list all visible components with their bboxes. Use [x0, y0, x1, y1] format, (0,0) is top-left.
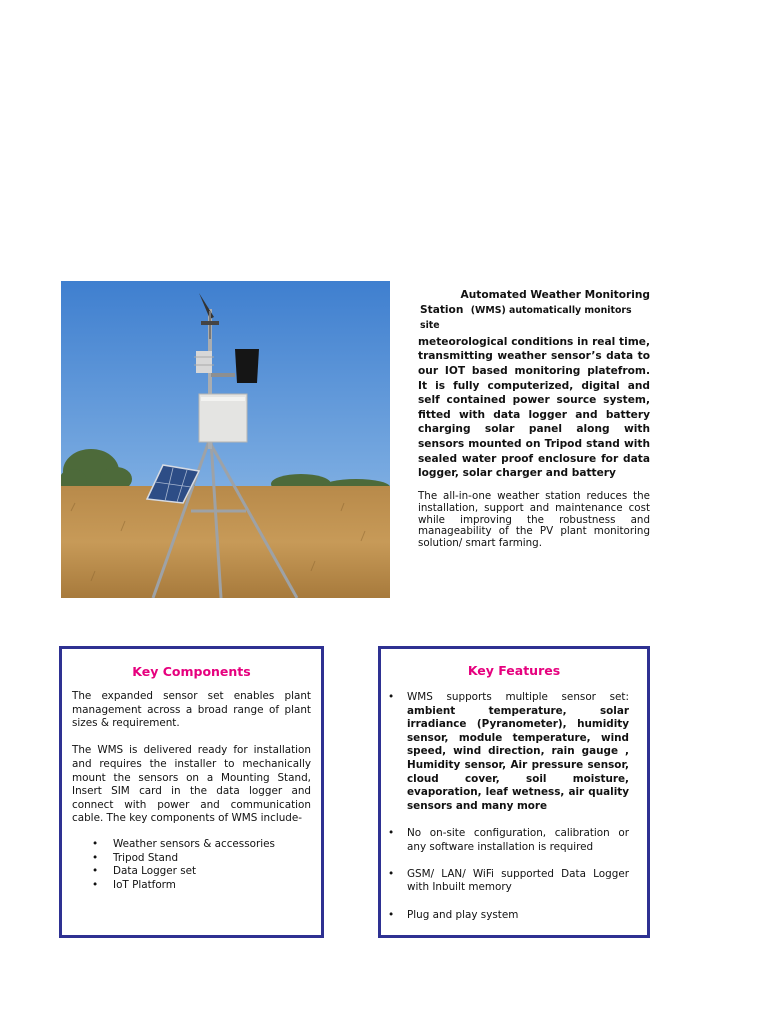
feature-1-sensors: ambient temperature, solar irradiance (Pyranometer), humidity sensor, module temperature, wind speed, wind direction, rain gauge , Humidity sensor, Air pressure sensor, cloud cover, soil moisture, evaporation, leaf wetness, air quality sensors and many more — [407, 704, 629, 812]
list-item: • Plug and play system — [381, 909, 647, 923]
list-item: • GSM/ LAN/ WiFi supported Data Logger with Inbuilt memory — [381, 868, 647, 895]
intro-lead: Automated Weather Monitoring — [460, 289, 650, 301]
intro-station-rest: (WMS) automatically monitors site — [420, 304, 632, 332]
key-components-paragraph-1: The expanded sensor set enables plant management across a broad range of plant sizes & requirement. — [72, 690, 311, 730]
intro-station-line — [418, 303, 650, 334]
intro-body: meteorological conditions in real time, transmitting weather sensor’s data to our IOT based monitoring platefrom. It is fully computerized, digital and self contained power source system, fitted with data logger and battery charging solar panel along with sensors mounted on Tripod stand with sealed water proof enclosure for data logger, solar charger and battery — [418, 335, 650, 480]
key-components-title: Key Components — [132, 664, 251, 679]
feature-1-lead: WMS supports multiple sensor set: — [407, 691, 629, 703]
key-components-box — [59, 646, 324, 938]
list-item: • Data Logger set — [62, 865, 321, 879]
intro-station-word: Station — [420, 303, 464, 316]
weather-station-photo — [61, 281, 390, 598]
key-components-list — [62, 838, 321, 892]
intro-description — [418, 288, 650, 481]
key-features-box — [378, 646, 650, 938]
list-item: • Weather sensors & accessories — [62, 838, 321, 852]
key-features-list — [381, 691, 647, 922]
intro-paragraph-2: The all-in-one weather station reduces the installation, support and maintenance cost while improving the robustness and manageability of the PV plant monitoring solution/ smart farming. — [418, 490, 650, 550]
list-item: • IoT Platform — [62, 879, 321, 893]
key-components-paragraph-2: The WMS is delivered ready for installation and requires the installer to mechanically mount the sensors on a Mounting Stand, Insert SIM card in the data logger and connect with power and communication cable. The key components of WMS include- — [72, 744, 311, 825]
list-item: • Tripod Stand — [62, 852, 321, 866]
list-item — [381, 691, 647, 813]
list-item: • No on-site configuration, calibration or any software installation is required — [381, 827, 647, 854]
key-features-title: Key Features — [467, 663, 561, 678]
